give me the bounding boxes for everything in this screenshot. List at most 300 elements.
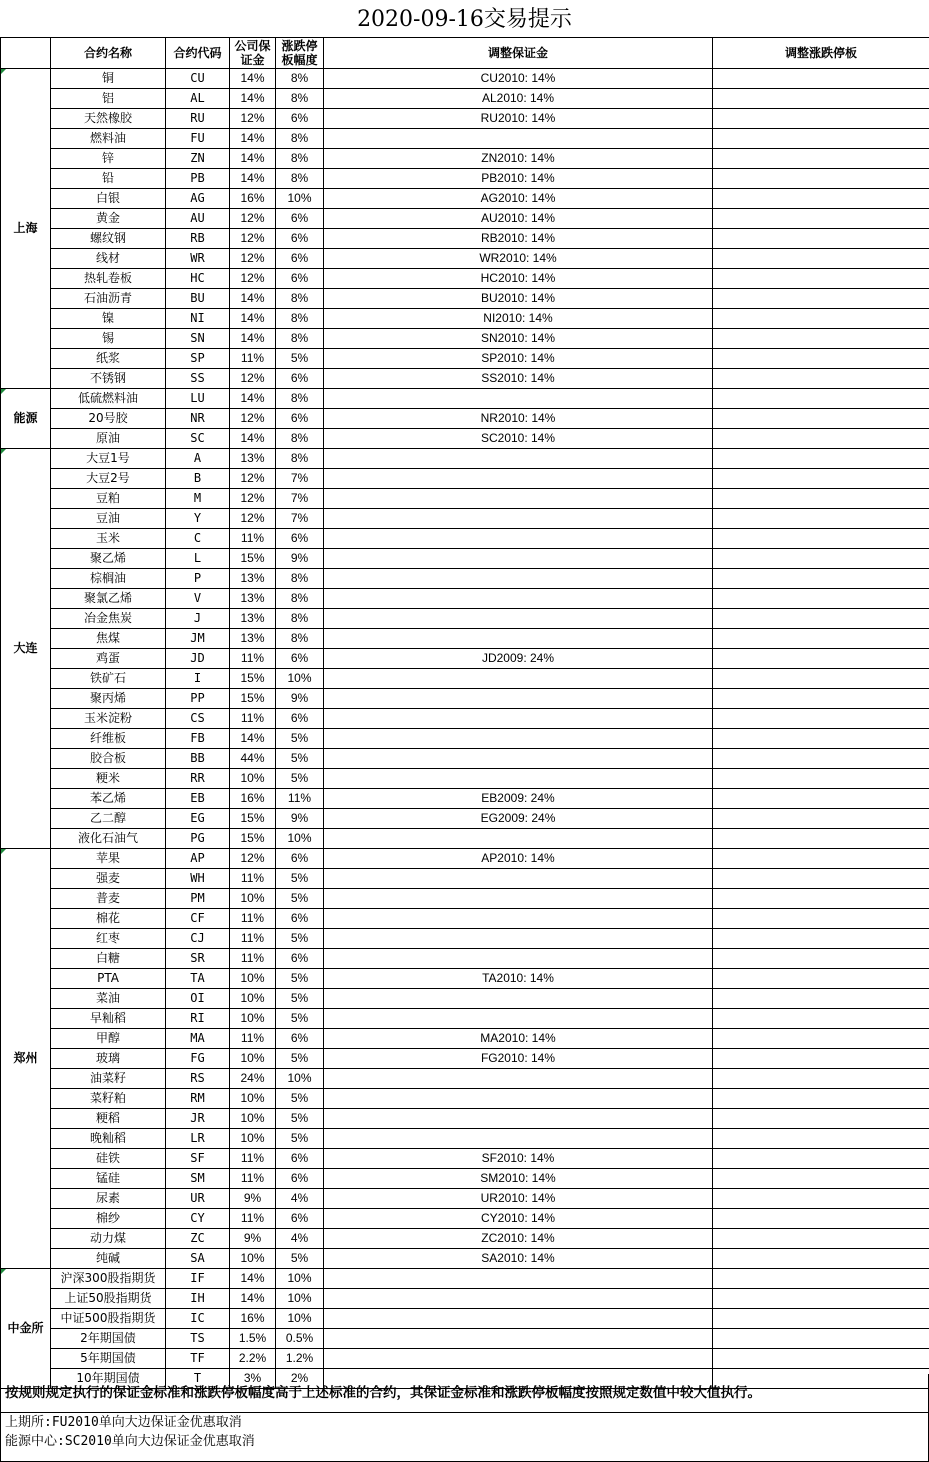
exchange-cell: 上海 xyxy=(1,69,51,389)
price-limit-cell: 5% xyxy=(276,1049,324,1069)
adjusted-limit-cell xyxy=(713,309,929,329)
adjusted-limit-cell xyxy=(713,1109,929,1129)
price-limit-cell: 10% xyxy=(276,189,324,209)
price-limit-cell: 5% xyxy=(276,769,324,789)
contract-code-cell: SC xyxy=(166,429,230,449)
price-limit-cell: 8% xyxy=(276,69,324,89)
adjusted-margin-cell: CY2010: 14% xyxy=(324,1209,713,1229)
price-limit-cell: 5% xyxy=(276,1129,324,1149)
company-margin-cell: 11% xyxy=(230,349,276,369)
adjusted-margin-cell: NI2010: 14% xyxy=(324,309,713,329)
adjusted-limit-cell xyxy=(713,1129,929,1149)
contract-code-cell: J xyxy=(166,609,230,629)
adjusted-margin-cell xyxy=(324,909,713,929)
price-limit-cell: 5% xyxy=(276,929,324,949)
price-limit-cell: 5% xyxy=(276,1089,324,1109)
price-limit-cell: 10% xyxy=(276,1289,324,1309)
adjusted-limit-cell xyxy=(713,589,929,609)
price-limit-cell: 10% xyxy=(276,1069,324,1089)
contract-code-cell: HC xyxy=(166,269,230,289)
table-row xyxy=(1,469,929,489)
contract-code-cell: AP xyxy=(166,849,230,869)
price-limit-cell: 10% xyxy=(276,1269,324,1289)
price-limit-cell: 7% xyxy=(276,469,324,489)
contract-code-cell: TS xyxy=(166,1329,230,1349)
adjusted-margin-cell xyxy=(324,449,713,469)
adjusted-margin-cell xyxy=(324,549,713,569)
table-row xyxy=(1,589,929,609)
contract-name-cell: 白糖 xyxy=(51,949,166,969)
company-margin-cell: 13% xyxy=(230,449,276,469)
table-row xyxy=(1,549,929,569)
contract-name-cell: 棕榈油 xyxy=(51,569,166,589)
price-limit-cell: 6% xyxy=(276,369,324,389)
price-limit-cell: 4% xyxy=(276,1229,324,1249)
price-limit-cell: 6% xyxy=(276,1149,324,1169)
price-limit-cell: 1.2% xyxy=(276,1349,324,1369)
contract-name-cell: 热轧卷板 xyxy=(51,269,166,289)
contract-name-cell: 10年期国债 xyxy=(51,1369,166,1389)
price-limit-cell: 5% xyxy=(276,989,324,1009)
adjusted-margin-cell: ZC2010: 14% xyxy=(324,1229,713,1249)
table-row xyxy=(1,649,929,669)
price-limit-cell: 5% xyxy=(276,969,324,989)
table-row xyxy=(1,989,929,1009)
price-limit-cell: 5% xyxy=(276,729,324,749)
contract-code-cell: CJ xyxy=(166,929,230,949)
contract-name-cell: 豆粕 xyxy=(51,489,166,509)
adjusted-margin-cell xyxy=(324,1089,713,1109)
table-row xyxy=(1,249,929,269)
adjusted-limit-cell xyxy=(713,689,929,709)
adjusted-margin-cell xyxy=(324,489,713,509)
adjusted-margin-cell: AL2010: 14% xyxy=(324,89,713,109)
contract-code-cell: P xyxy=(166,569,230,589)
adjusted-margin-cell: AP2010: 14% xyxy=(324,849,713,869)
price-limit-cell: 6% xyxy=(276,1169,324,1189)
contract-code-cell: CF xyxy=(166,909,230,929)
company-margin-cell: 14% xyxy=(230,729,276,749)
company-margin-cell: 9% xyxy=(230,1229,276,1249)
exchange-cell: 大连 xyxy=(1,449,51,849)
adjusted-limit-cell xyxy=(713,489,929,509)
adjusted-margin-cell xyxy=(324,989,713,1009)
contract-name-cell: 铁矿石 xyxy=(51,669,166,689)
price-limit-cell: 6% xyxy=(276,709,324,729)
company-margin-cell: 44% xyxy=(230,749,276,769)
contract-name-cell: 天然橡胶 xyxy=(51,109,166,129)
adjusted-limit-cell xyxy=(713,89,929,109)
adjusted-margin-cell: TA2010: 14% xyxy=(324,969,713,989)
company-margin-cell: 14% xyxy=(230,429,276,449)
table-row xyxy=(1,1269,929,1289)
adjusted-limit-cell xyxy=(713,709,929,729)
adjusted-limit-cell xyxy=(713,529,929,549)
contract-code-cell: A xyxy=(166,449,230,469)
table-row xyxy=(1,89,929,109)
adjusted-margin-cell xyxy=(324,1109,713,1129)
company-margin-cell: 14% xyxy=(230,1269,276,1289)
table-row xyxy=(1,909,929,929)
header-name: 合约名称 xyxy=(51,38,166,69)
price-limit-cell: 6% xyxy=(276,109,324,129)
contract-name-cell: 锡 xyxy=(51,329,166,349)
adjusted-margin-cell xyxy=(324,1069,713,1089)
contract-code-cell: SF xyxy=(166,1149,230,1169)
company-margin-cell: 16% xyxy=(230,189,276,209)
adjusted-margin-cell: UR2010: 14% xyxy=(324,1189,713,1209)
adjusted-margin-cell xyxy=(324,1349,713,1369)
price-limit-cell: 8% xyxy=(276,329,324,349)
company-margin-cell: 10% xyxy=(230,889,276,909)
table-row xyxy=(1,889,929,909)
adjusted-limit-cell xyxy=(713,269,929,289)
company-margin-cell: 14% xyxy=(230,149,276,169)
adjusted-margin-cell xyxy=(324,609,713,629)
company-margin-cell: 11% xyxy=(230,1169,276,1189)
contract-name-cell: 豆油 xyxy=(51,509,166,529)
contract-name-cell: 油菜籽 xyxy=(51,1069,166,1089)
company-margin-cell: 15% xyxy=(230,829,276,849)
table-row xyxy=(1,1149,929,1169)
price-limit-cell: 6% xyxy=(276,1029,324,1049)
contract-code-cell: RS xyxy=(166,1069,230,1089)
contract-code-cell: FG xyxy=(166,1049,230,1069)
table-row xyxy=(1,369,929,389)
contract-code-cell: AG xyxy=(166,189,230,209)
contract-name-cell: 大豆1号 xyxy=(51,449,166,469)
adjusted-margin-cell xyxy=(324,1329,713,1349)
table-row xyxy=(1,129,929,149)
table-row xyxy=(1,1089,929,1109)
adjusted-limit-cell xyxy=(713,569,929,589)
adjusted-limit-cell xyxy=(713,329,929,349)
adjusted-limit-cell xyxy=(713,809,929,829)
table-row xyxy=(1,709,929,729)
trading-table xyxy=(0,37,929,1389)
adjusted-limit-cell xyxy=(713,749,929,769)
contract-code-cell: JD xyxy=(166,649,230,669)
contract-name-cell: 燃料油 xyxy=(51,129,166,149)
adjusted-margin-cell xyxy=(324,629,713,649)
contract-name-cell: 棉纱 xyxy=(51,1209,166,1229)
exchange-cell: 能源 xyxy=(1,389,51,449)
contract-code-cell: PP xyxy=(166,689,230,709)
contract-code-cell: IC xyxy=(166,1309,230,1329)
price-limit-cell: 9% xyxy=(276,809,324,829)
table-row xyxy=(1,1249,929,1269)
adjusted-limit-cell xyxy=(713,1229,929,1249)
adjusted-margin-cell: JD2009: 24% xyxy=(324,649,713,669)
adjusted-limit-cell xyxy=(713,929,929,949)
price-limit-cell: 6% xyxy=(276,409,324,429)
contract-code-cell: NI xyxy=(166,309,230,329)
company-margin-cell: 10% xyxy=(230,769,276,789)
contract-code-cell: JR xyxy=(166,1109,230,1129)
adjusted-limit-cell xyxy=(713,189,929,209)
table-row xyxy=(1,809,929,829)
contract-code-cell: JM xyxy=(166,629,230,649)
adjusted-limit-cell xyxy=(713,1309,929,1329)
adjusted-limit-cell xyxy=(713,1009,929,1029)
company-margin-cell: 3% xyxy=(230,1369,276,1389)
company-margin-cell: 13% xyxy=(230,629,276,649)
contract-code-cell: TA xyxy=(166,969,230,989)
contract-code-cell: CU xyxy=(166,69,230,89)
adjusted-margin-cell xyxy=(324,1289,713,1309)
price-limit-cell: 6% xyxy=(276,1209,324,1229)
adjusted-limit-cell xyxy=(713,169,929,189)
contract-name-cell: 粳米 xyxy=(51,769,166,789)
company-margin-cell: 9% xyxy=(230,1189,276,1209)
adjusted-limit-cell xyxy=(713,1149,929,1169)
company-margin-cell: 10% xyxy=(230,1049,276,1069)
adjusted-limit-cell xyxy=(713,609,929,629)
company-margin-cell: 12% xyxy=(230,509,276,529)
adjusted-limit-cell xyxy=(713,1049,929,1069)
contract-code-cell: SN xyxy=(166,329,230,349)
table-row xyxy=(1,729,929,749)
adjusted-margin-cell xyxy=(324,669,713,689)
contract-code-cell: ZN xyxy=(166,149,230,169)
contract-name-cell: 纸浆 xyxy=(51,349,166,369)
contract-code-cell: FU xyxy=(166,129,230,149)
company-margin-cell: 11% xyxy=(230,929,276,949)
adjusted-margin-cell xyxy=(324,509,713,529)
contract-name-cell: 冶金焦炭 xyxy=(51,609,166,629)
table-row xyxy=(1,749,929,769)
header-exchange xyxy=(1,38,51,69)
contract-code-cell: PG xyxy=(166,829,230,849)
price-limit-cell: 4% xyxy=(276,1189,324,1209)
contract-code-cell: RB xyxy=(166,229,230,249)
adjusted-margin-cell xyxy=(324,729,713,749)
contract-name-cell: 晚籼稻 xyxy=(51,1129,166,1149)
adjusted-margin-cell: ZN2010: 14% xyxy=(324,149,713,169)
company-margin-cell: 11% xyxy=(230,1029,276,1049)
contract-name-cell: 玻璃 xyxy=(51,1049,166,1069)
adjusted-limit-cell xyxy=(713,789,929,809)
contract-code-cell: EG xyxy=(166,809,230,829)
footer-notes xyxy=(0,1413,929,1462)
adjusted-limit-cell xyxy=(713,249,929,269)
contract-name-cell: 低硫燃料油 xyxy=(51,389,166,409)
price-limit-cell: 8% xyxy=(276,449,324,469)
table-row xyxy=(1,769,929,789)
table-row xyxy=(1,869,929,889)
header-row xyxy=(1,38,929,69)
table-row xyxy=(1,849,929,869)
contract-name-cell: 白银 xyxy=(51,189,166,209)
adjusted-margin-cell: NR2010: 14% xyxy=(324,409,713,429)
contract-name-cell: 锌 xyxy=(51,149,166,169)
company-margin-cell: 14% xyxy=(230,129,276,149)
table-row xyxy=(1,1289,929,1309)
price-limit-cell: 11% xyxy=(276,789,324,809)
adjusted-margin-cell xyxy=(324,1129,713,1149)
table-row xyxy=(1,309,929,329)
company-margin-cell: 13% xyxy=(230,569,276,589)
company-margin-cell: 11% xyxy=(230,709,276,729)
contract-code-cell: WR xyxy=(166,249,230,269)
adjusted-margin-cell: FG2010: 14% xyxy=(324,1049,713,1069)
table-row xyxy=(1,229,929,249)
company-margin-cell: 10% xyxy=(230,989,276,1009)
adjusted-margin-cell: SF2010: 14% xyxy=(324,1149,713,1169)
price-limit-cell: 5% xyxy=(276,1109,324,1129)
company-margin-cell: 15% xyxy=(230,809,276,829)
company-margin-cell: 14% xyxy=(230,329,276,349)
contract-name-cell: 焦煤 xyxy=(51,629,166,649)
contract-name-cell: 铅 xyxy=(51,169,166,189)
company-margin-cell: 10% xyxy=(230,1109,276,1129)
adjusted-margin-cell xyxy=(324,689,713,709)
footer-note-line: 上期所:FU2010单向大边保证金优惠取消 xyxy=(5,1415,242,1430)
adjusted-margin-cell: WR2010: 14% xyxy=(324,249,713,269)
price-limit-cell: 9% xyxy=(276,549,324,569)
company-margin-cell: 10% xyxy=(230,1129,276,1149)
adjusted-limit-cell xyxy=(713,129,929,149)
price-limit-cell: 5% xyxy=(276,1009,324,1029)
table-row xyxy=(1,69,929,89)
adjusted-margin-cell xyxy=(324,589,713,609)
price-limit-cell: 8% xyxy=(276,569,324,589)
contract-code-cell: AU xyxy=(166,209,230,229)
price-limit-cell: 10% xyxy=(276,829,324,849)
contract-name-cell: 原油 xyxy=(51,429,166,449)
contract-code-cell: TF xyxy=(166,1349,230,1369)
contract-code-cell: V xyxy=(166,589,230,609)
price-limit-cell: 8% xyxy=(276,309,324,329)
adjusted-limit-cell xyxy=(713,1289,929,1309)
contract-code-cell: RR xyxy=(166,769,230,789)
company-margin-cell: 12% xyxy=(230,109,276,129)
price-limit-cell: 8% xyxy=(276,429,324,449)
contract-name-cell: 强麦 xyxy=(51,869,166,889)
table-row xyxy=(1,1349,929,1369)
company-margin-cell: 10% xyxy=(230,1089,276,1109)
contract-name-cell: 大豆2号 xyxy=(51,469,166,489)
company-margin-cell: 16% xyxy=(230,1309,276,1329)
adjusted-margin-cell: SN2010: 14% xyxy=(324,329,713,349)
adjusted-limit-cell xyxy=(713,1209,929,1229)
contract-name-cell: 粳稻 xyxy=(51,1109,166,1129)
price-limit-cell: 8% xyxy=(276,149,324,169)
contract-code-cell: RM xyxy=(166,1089,230,1109)
adjusted-limit-cell xyxy=(713,1189,929,1209)
table-row xyxy=(1,269,929,289)
contract-name-cell: 镍 xyxy=(51,309,166,329)
price-limit-cell: 6% xyxy=(276,849,324,869)
contract-code-cell: L xyxy=(166,549,230,569)
company-margin-cell: 12% xyxy=(230,249,276,269)
adjusted-margin-cell: MA2010: 14% xyxy=(324,1029,713,1049)
price-limit-cell: 5% xyxy=(276,1249,324,1269)
header-code: 合约代码 xyxy=(166,38,230,69)
adjusted-limit-cell xyxy=(713,1349,929,1369)
adjusted-margin-cell xyxy=(324,569,713,589)
contract-code-cell: M xyxy=(166,489,230,509)
adjusted-limit-cell xyxy=(713,989,929,1009)
company-margin-cell: 14% xyxy=(230,289,276,309)
table-row xyxy=(1,1189,929,1209)
contract-code-cell: IF xyxy=(166,1269,230,1289)
contract-code-cell: PM xyxy=(166,889,230,909)
table-row xyxy=(1,109,929,129)
table-row xyxy=(1,1029,929,1049)
adjusted-margin-cell: EG2009: 24% xyxy=(324,809,713,829)
footer-note-line: 能源中心:SC2010单向大边保证金优惠取消 xyxy=(5,1434,255,1449)
adjusted-margin-cell xyxy=(324,129,713,149)
price-limit-cell: 10% xyxy=(276,1309,324,1329)
adjusted-margin-cell xyxy=(324,829,713,849)
contract-name-cell: 苯乙烯 xyxy=(51,789,166,809)
table-row xyxy=(1,669,929,689)
header-limit: 涨跌停板幅度 xyxy=(276,38,324,69)
contract-code-cell: CY xyxy=(166,1209,230,1229)
header-adj-margin: 调整保证金 xyxy=(324,38,713,69)
table-body xyxy=(1,38,929,1389)
page-title: 2020-09-16交易提示 xyxy=(357,7,572,32)
contract-name-cell: 玉米 xyxy=(51,529,166,549)
price-limit-cell: 6% xyxy=(276,229,324,249)
company-margin-cell: 11% xyxy=(230,869,276,889)
adjusted-margin-cell: CU2010: 14% xyxy=(324,69,713,89)
contract-code-cell: RU xyxy=(166,109,230,129)
contract-code-cell: SR xyxy=(166,949,230,969)
contract-name-cell: 硅铁 xyxy=(51,1149,166,1169)
table-row xyxy=(1,389,929,409)
exchange-cell: 郑州 xyxy=(1,849,51,1269)
company-margin-cell: 14% xyxy=(230,69,276,89)
price-limit-cell: 6% xyxy=(276,649,324,669)
contract-code-cell: RI xyxy=(166,1009,230,1029)
table-row xyxy=(1,209,929,229)
price-limit-cell: 6% xyxy=(276,529,324,549)
table-row xyxy=(1,689,929,709)
company-margin-cell: 10% xyxy=(230,969,276,989)
company-margin-cell: 24% xyxy=(230,1069,276,1089)
contract-code-cell: MA xyxy=(166,1029,230,1049)
contract-name-cell: 甲醇 xyxy=(51,1029,166,1049)
company-margin-cell: 14% xyxy=(230,389,276,409)
contract-name-cell: 早籼稻 xyxy=(51,1009,166,1029)
company-margin-cell: 11% xyxy=(230,649,276,669)
header-adj-limit: 调整涨跌停板 xyxy=(713,38,929,69)
adjusted-limit-cell xyxy=(713,969,929,989)
table-row xyxy=(1,949,929,969)
contract-name-cell: 沪深300股指期货 xyxy=(51,1269,166,1289)
price-limit-cell: 8% xyxy=(276,89,324,109)
company-margin-cell: 15% xyxy=(230,689,276,709)
contract-name-cell: 红枣 xyxy=(51,929,166,949)
table-row xyxy=(1,629,929,649)
company-margin-cell: 13% xyxy=(230,589,276,609)
company-margin-cell: 11% xyxy=(230,949,276,969)
adjusted-margin-cell: SA2010: 14% xyxy=(324,1249,713,1269)
contract-name-cell: 20号胶 xyxy=(51,409,166,429)
contract-name-cell: 铜 xyxy=(51,69,166,89)
contract-name-cell: 聚丙烯 xyxy=(51,689,166,709)
adjusted-limit-cell xyxy=(713,649,929,669)
price-limit-cell: 7% xyxy=(276,489,324,509)
contract-code-cell: CS xyxy=(166,709,230,729)
price-limit-cell: 5% xyxy=(276,349,324,369)
price-limit-cell: 8% xyxy=(276,169,324,189)
table-row xyxy=(1,409,929,429)
contract-code-cell: ZC xyxy=(166,1229,230,1249)
contract-code-cell: SA xyxy=(166,1249,230,1269)
